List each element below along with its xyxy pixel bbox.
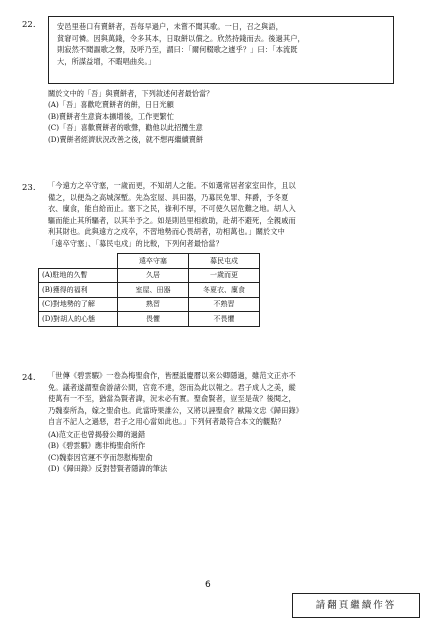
table-cell: 畏懼 [118, 312, 189, 327]
option-a[interactable]: (A)「吾」喜歡吃賣餅者的餅，日日光顧 [48, 100, 174, 110]
passage-line: 貧窘可憐。因與萬錢，令多其本，日取餅以償之。欣然持錢而去。後過其户， [57, 33, 305, 43]
continue-label-box: 請翻頁繼續作答 [292, 593, 420, 618]
table-cell: 一歲而更 [189, 268, 260, 283]
paragraph-line: 「世傳《碧雲騢》一卷為梅聖俞作，皆歷詆慶曆以來公卿隱過，雖范文正亦不 [48, 371, 296, 380]
option-d[interactable]: (D)賣餅者經濟狀況改善之後，就不想再繼續賣餅 [48, 134, 204, 144]
option-d[interactable]: (D)《歸田錄》反對替賢者隱諱的筆法 [48, 464, 168, 474]
passage-line: 大，所謀益增，不暇唱曲矣。」 [57, 56, 156, 66]
comparison-table [38, 253, 260, 327]
paragraph-line: 免。議者遂謂聖俞游諸公間，官竟不達，怨而為此以報之。君子成人之美，縱 [48, 382, 296, 392]
table-cell: (D)對胡人的心態 [39, 312, 118, 327]
question-24-options [48, 429, 167, 475]
table-row[interactable] [39, 268, 260, 283]
table-cell: 熟習 [118, 297, 189, 312]
paragraph-line: 乃魏泰所為，嫁之聖俞也。此當時果誰公，又將以誣聖俞？歐陽文忠《歸田錄》 [48, 405, 304, 415]
question-23-paragraph [48, 180, 398, 250]
option-c[interactable]: (C)「吾」喜歡賣餅者的歌聲，勸他以此招攬生意 [48, 123, 203, 133]
question-24-number: 24. [22, 373, 36, 383]
table-cell: 不畏懼 [189, 312, 260, 327]
table-header: 遠卒守塞 [118, 254, 189, 269]
table-cell: 久居 [118, 268, 189, 283]
table-row[interactable] [39, 283, 260, 298]
table-cell: (B)獲得的福利 [39, 283, 118, 298]
question-22-stem: 關於文中的「吾」與賣餅者，下列敘述何者最恰當？ [48, 89, 214, 98]
question-24-paragraph [48, 370, 398, 428]
passage-line: 安邑里巷口有賣餅者，吾每早過户，未嘗不聞其歌。一日，召之與語， [57, 22, 283, 31]
option-a[interactable]: (A)范文正也曾揭發公卿的過錯 [48, 430, 146, 439]
option-c[interactable]: (C)魏泰因官運不亨而怨懟梅聖俞 [48, 452, 153, 462]
passage-line: 則寂然不聞謳歌之聲，及呼乃至，謂曰：「爾何輟歌之遽乎？」曰：「本流既 [57, 45, 298, 55]
paragraph-line: 「今遠方之卒守塞，一歲而更，不知胡人之能。不如選常居者家室田作，且以 [48, 181, 296, 190]
paragraph-line: 「遠卒守塞」、「募民屯戍」的比較，下列何者最恰當？ [48, 238, 223, 248]
paragraph-line: 利其財也。此與遠方之戍卒，不習地勢而心畏胡者，功相萬也。」關於文中 [48, 227, 285, 237]
table-cell: 室屋、田器 [118, 283, 189, 298]
paragraph-line: 備之，以便為之高城深塹。先為室屋、具田器，乃募民免罪、拜爵，予冬夏 [48, 192, 289, 202]
table-cell: (A)駐地的久暫 [39, 268, 118, 283]
option-b[interactable]: (B)《碧雲騢》應非梅聖俞所作 [48, 441, 146, 451]
paragraph-line: 衣、廩食，能自給而止。塞下之民，祿利不厚，不可使久居危難之地。胡人入 [48, 204, 296, 214]
paragraph-line: 使萬有一不至，猶當為賢者諱，況未必有實。聖俞賢者，豈至是哉？後閱之， [48, 394, 296, 404]
table-cell: 不熟習 [189, 297, 260, 312]
page-number: 6 [205, 580, 211, 590]
question-22-number: 22. [22, 20, 36, 30]
question-22-passage-box [48, 16, 394, 84]
paragraph-line: 自言不記人之過惡，君子之用心當如此也。」下列何者最符合本文的觀點？ [48, 417, 285, 427]
question-23-number: 23. [22, 183, 36, 193]
table-row[interactable] [39, 312, 260, 327]
option-b[interactable]: (B)賣餅者生意資本擴增後，工作更繁忙 [48, 111, 174, 121]
table-cell: (C)對地勢的了解 [39, 297, 118, 312]
question-22-stem-and-options [48, 88, 213, 145]
table-corner-cell [39, 254, 118, 269]
table-row[interactable] [39, 297, 260, 312]
table-header-row [39, 254, 260, 269]
table-cell: 冬夏衣、廩食 [189, 283, 260, 298]
paragraph-line: 驅而能止其所驅者，以其半予之。如是則邑里相救助，赴胡不避死，全親戚而 [48, 215, 296, 225]
table-header: 募民屯戍 [189, 254, 260, 269]
